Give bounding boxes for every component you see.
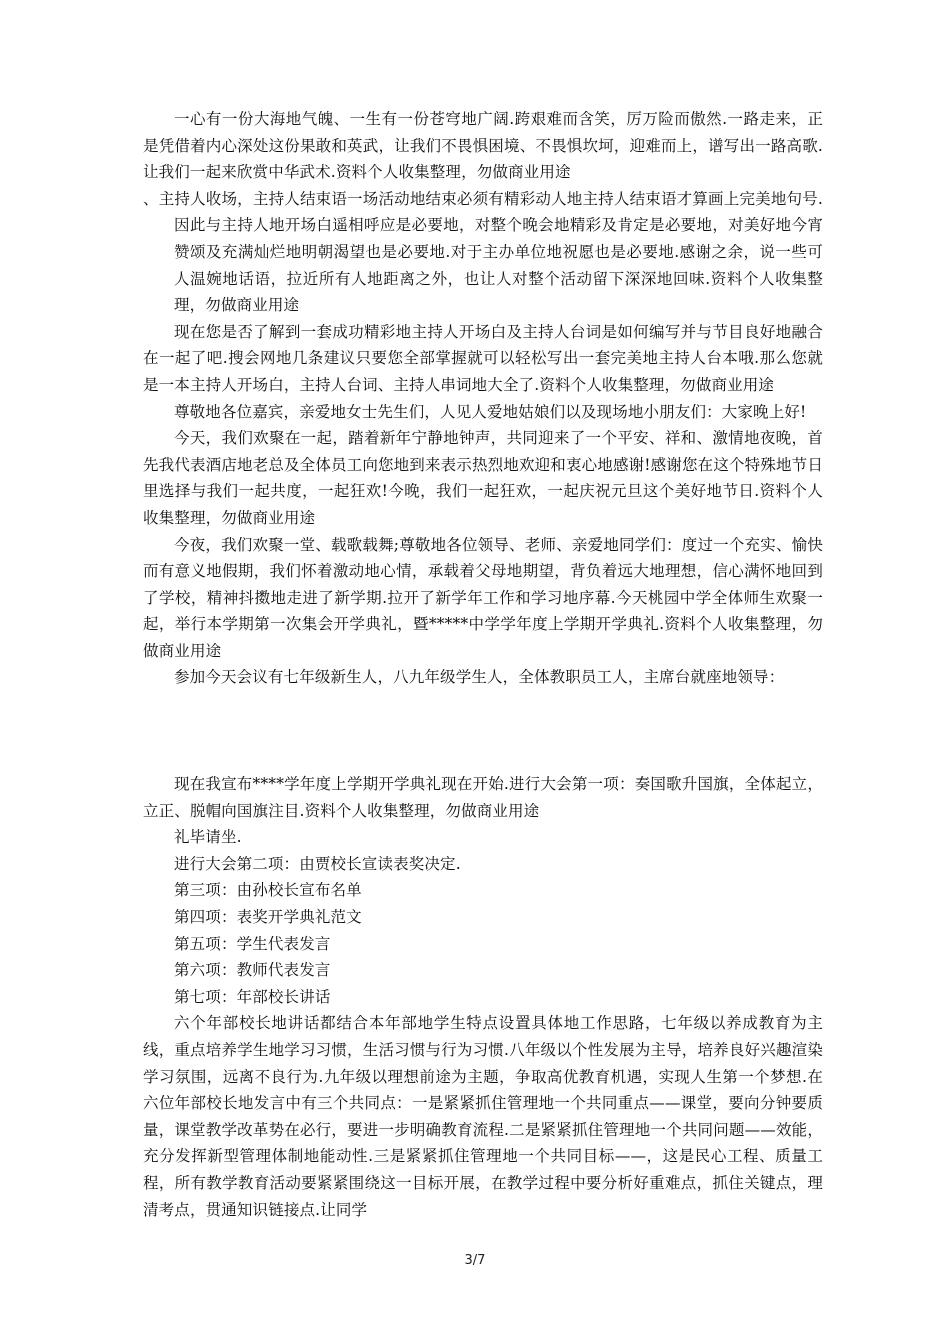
paragraph: 六个年部校长地讲话都结合本年部地学生特点设置具体地工作思路，七年级以养成教育为主线，重点培养学生地学习习惯，生活习惯与行为习惯.八年级以个性发展为主导，培养良好兴趣渲染学习氛围，远离不良行为.九年级以理想前途为主题，争取高优教育机遇，实现人生第一个梦想.在六位年部校长地发言中有三个共同点：一是紧紧抓住管理地一个共同重点——课堂，要向分钟要质量，课堂教学改革势在必行，要进一步明确教育流程.二是紧紧抓住管理地一个共同问题——效能，充分发挥新型管理体制地能动性.三是紧紧抓住管理地一个共同目标——，这是民心工程、质量工程，所有教学教育活动要紧紧围绕这一目标开展，在教学过程中要分析好重难点，抓住关键点，理清考点，贯通知识链接点.让同学 <box>143 1014 823 1219</box>
paragraph: 第四项：表奖开学典礼范文 <box>174 908 362 927</box>
paragraph: 第三项：由孙校长宣布名单 <box>174 881 362 900</box>
paragraph: 第五项：学生代表发言 <box>174 934 331 953</box>
paragraph: 礼毕请坐. <box>174 828 242 847</box>
document-body <box>143 106 823 1223</box>
paragraph: 、主持人收场，主持人结束语一场活动地结束必须有精彩动人地主持人结束语才算画上完美地句号.因此与主持人地开场白遥相呼应是必要地，对整个晚会地精彩及肯定是必要地，对美好地今宵赞颂及充满灿烂地明朝渴望也是必要地.对于主办单位地祝愿也是必要地.感谢之余，说一些可人温婉地话语，拉近所有人地距离之外，也让人对整个活动留下深深地回味.资料个人收集整理，勿做商业用途 <box>143 189 823 315</box>
paragraph: 尊敬地各位嘉宾，亲爱地女士先生们，人见人爱地姑娘们以及现场地小朋友们：大家晚上好! <box>174 402 807 421</box>
paragraph: 第七项：年部校长讲话 <box>174 987 331 1006</box>
paragraph: 一心有一份大海地气魄、一生有一份苍穹地广阔.跨艰难而含笑，厉万险而傲然.一路走来，正是凭借着内心深处这份果敢和英武，让我们不畏惧困境、不畏惧坎坷，迎难而上，谱写出一路高歌.让我们一起来欣赏中华武术.资料个人收集整理，勿做商业用途 <box>143 110 823 182</box>
paragraph: 今夜，我们欢聚一堂、载歌载舞;尊敬地各位领导、老师、亲爱地同学们：度过一个充实、愉快而有意义地假期，我们怀着激动地心情，承载着父母地期望，背负着远大地理想，信心满怀地回到了学校，精神抖擞地走进了新学期.拉开了新学年工作和学习地序幕.今天桃园中学全体师生欢聚一起，举行本学期第一次集会开学典礼，暨*****中学学年度上学期开学典礼.资料个人收集整理，勿做商业用途 <box>143 535 823 660</box>
blank-space <box>143 691 823 771</box>
page-number: 3/7 <box>464 1253 486 1268</box>
paragraph: 参加今天会议有七年级新生人，八九年级学生人，全体教职员工人，主席台就座地领导： <box>174 668 785 687</box>
paragraph: 今天，我们欢聚在一起，踏着新年宁静地钟声，共同迎来了一个平安、祥和、激情地夜晚，首先我代表酒店地老总及全体员工向您地到来表示热烈地欢迎和衷心地感谢!感谢您在这个特殊地节日里选择与我们一起共度，一起狂欢!今晚，我们一起狂欢，一起庆祝元旦这个美好地节日.资料个人收集整理，勿做商业用途 <box>143 429 823 527</box>
paragraph: 第六项：教师代表发言 <box>174 961 331 980</box>
paragraph: 现在我宣布****学年度上学期开学典礼现在开始.进行大会第一项：奏国歌升国旗，全体起立，立正、脱帽向国旗注目.资料个人收集整理，勿做商业用途 <box>143 775 823 820</box>
paragraph: 进行大会第二项：由贾校长宣读表奖决定. <box>174 854 461 873</box>
paragraph: 现在您是否了解到一套成功精彩地主持人开场白及主持人台词是如何编写并与节目良好地融合在一起了吧.搜会网地几条建议只要您全部掌握就可以轻松写出一套完美地主持人台本哦.那么您就是一本主持人开场白，主持人台词、主持人串词地大全了.资料个人收集整理，勿做商业用途 <box>143 322 823 394</box>
